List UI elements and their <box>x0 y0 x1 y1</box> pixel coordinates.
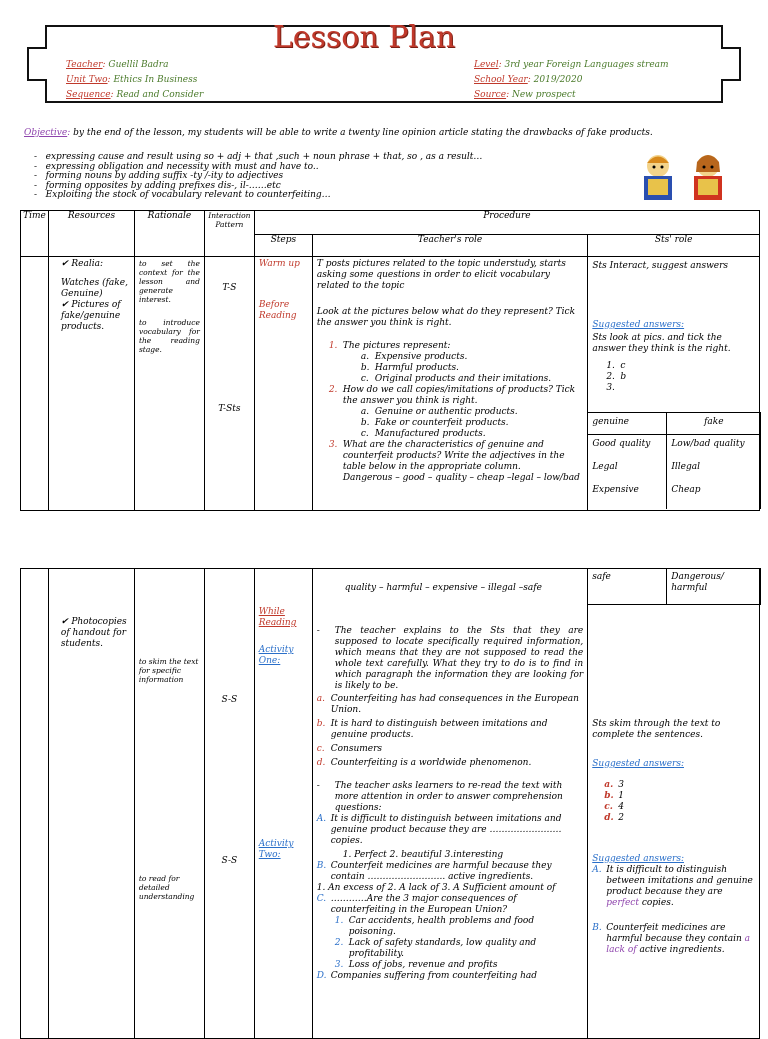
level-value: 3rd year Foreign Languages stream <box>504 60 669 70</box>
objective-text: by the end of the lesson, my students will be able to write a twenty line opinion article stating the drawbacks of fake products. <box>73 128 653 138</box>
header-procedure: Procedure <box>254 211 759 235</box>
dangerous-cell: Dangerous/ harmful <box>667 568 761 604</box>
teacher-value: Guellil Badra <box>108 60 169 70</box>
activity-one-label: Activity One: <box>258 645 294 666</box>
objective-label: Objective <box>24 128 68 138</box>
resources-cell: ✔ Photocopies of handout for students. <box>48 569 134 1039</box>
sequence-value: Read and Consider <box>116 90 204 100</box>
genuine-cell: Good quality <box>588 435 667 458</box>
teacher-label: Teacher <box>66 60 103 70</box>
interaction-cell: T-S T-Sts <box>204 257 254 511</box>
teacher-role-cell: quality – harmful – expensive – illegal –safe - The teacher explains to the Sts that they are supposed to locate specifically required information, which means that they are not supposed to read the whole text carefully. What they try to do is to find in which paragraph the information they are looking for is likely to be. a. Counterfeiting has had consequences in the European Union. b. It is hard to distinguish between imitations and genuine products. c. Consumers d. Counterfeiting is a worldwide phenomenon. - The teacher asks learners to re-read the text with more attention in order to answer comprehension questions: A. It is difficult to distinguish between imitations and genuine product because they are ……………………copies. 1. Perfect 2. beautiful 3.interesting B. Counterfeit medicines are harmful because they contain …………………….. active ingredients. 1. An excess of 2. A lack of 3. A Sufficient amount of C. …………Are the 3 major consequences of counterfeiting in the European Union? 1. Car accidents, health problems and food poisoning. 2. Lack of safety standards, low quality and profitability. 3. Loss of jobs, revenue and profits D. Companies suffering from counterfeiting had <box>312 569 588 1039</box>
activity-two-label: Activity Two: <box>258 839 294 860</box>
interaction-cell: S-S S-S <box>204 569 254 1039</box>
sts-role-cell: Sts Interact, suggest answers Suggested answers: Sts look at pics. and tick the answer they think is the right. 1. c 2. b 3. genuine fake Good quality Low/bad quality Legal Illegal Expensive Cheap <box>588 257 760 511</box>
page-title: Lesson Plan <box>272 20 456 55</box>
fake-cell: Low/bad quality <box>667 435 761 458</box>
header-resources: Resources <box>48 211 134 257</box>
school-year-label: School Year <box>474 75 528 85</box>
suggested-answers-label: Suggested answers: <box>592 854 684 864</box>
bullet-item: - expressing obligation and necessity with must and have to.. <box>34 161 319 172</box>
teacher-role-cell: T posts pictures related to the topic understudy, starts asking some questions in order to elicit vocabulary related to the topic Look at the pictures below what do they represent? Tick the answer you think is right. 1. The pictures represent: a. Expensive products. b. Harmful products. c. Original products and their imitations. 2. How do we call copies/imitations of products? Tick the answer you think is right. a. Genuine or authentic products. b. Fake or counterfeit products. c. Manufactured products. 3. What are the characteristics of genuine and counterfeit products? Write the adjectives in the table below in the appropriate column. Dangerous – good – quality – cheap –legal – low/bad <box>312 257 588 511</box>
genuine-cell: Legal <box>588 458 667 481</box>
time-cell <box>21 569 49 1039</box>
while-reading-label: While Reading <box>258 607 297 628</box>
fake-cell: Illegal <box>667 458 761 481</box>
unit-value: Ethics In Business <box>113 75 198 85</box>
header-teacher-role: Teacher's role <box>312 235 588 257</box>
time-cell <box>21 257 49 511</box>
header-sts-role: Sts' role <box>588 235 760 257</box>
fake-cell: Cheap <box>667 481 761 509</box>
header-time: Time <box>21 211 49 257</box>
procedure-table-2 <box>20 568 760 1039</box>
header-interaction: Interaction Pattern <box>204 211 254 257</box>
bullet-item: - Exploiting the stock of vocabulary relevant to counterfeiting… <box>34 190 331 200</box>
resources-cell: ✔ Realia: Watches (fake, Genuine) ✔ Pictures of fake/genuine products. <box>48 257 134 511</box>
header-steps: Steps <box>254 235 312 257</box>
procedure-table-1 <box>20 210 760 511</box>
steps-cell <box>254 569 312 1039</box>
sts-role-cell: safe Dangerous/ harmful Sts skim through the text to complete the sentences. Suggested answers: a. 3 b. 1 c. 4 d. 2 Suggested answers: A. It is difficult to distinguish between imitations and genuine product because they are perfect copies. B. Counterfeit medicines are harmful because they contain a lack of active ingredients. <box>588 569 760 1039</box>
bullet-item: - forming opposites by adding prefixes dis-, il-……etc <box>34 180 281 191</box>
rationale-cell: to set the context for the lesson and generate interest. to introduce vocabulary for the reading stage. <box>134 257 204 511</box>
school-year-value: 2019/2020 <box>533 75 583 85</box>
genuine-header: genuine <box>588 413 667 435</box>
sequence-label: Sequence <box>66 90 111 100</box>
source-label: Source <box>474 90 507 100</box>
header-rationale: Rationale <box>134 211 204 257</box>
fake-header: fake <box>667 413 761 435</box>
safe-cell: safe <box>588 568 667 604</box>
bullet-item: - expressing cause and result using so + adj + that ,such + noun phrase + that, so , as a result… <box>34 152 483 162</box>
unit-label: Unit Two <box>66 75 108 85</box>
level-label: Level <box>474 60 499 70</box>
genuine-fake-table <box>587 412 761 509</box>
bullet-item: - forming nouns by adding suffix -ty /-ity to adjectives <box>34 171 284 181</box>
rationale-cell: to skim the text for specific information to read for detailed understanding <box>134 569 204 1039</box>
safe-dangerous-table <box>587 568 761 605</box>
suggested-answers-label: Suggested answers: <box>592 320 685 330</box>
genuine-cell: Expensive <box>588 481 667 509</box>
header-left: Teacher: Guellil Badra Unit Two: Ethics In Business Sequence: Read and Consider <box>66 60 204 100</box>
source-value: New prospect <box>511 90 576 100</box>
steps-cell: Warm up Before Reading <box>254 257 312 511</box>
suggested-answers-label: Suggested answers: <box>592 759 684 769</box>
objective-bullets <box>34 153 594 201</box>
reading-kids-clipart <box>636 150 732 206</box>
objective-line: Objective: by the end of the lesson, my students will be able to write a twenty line opinion article stating the drawbacks of fake products. <box>24 128 653 138</box>
header-right: Level: 3rd year Foreign Languages stream School Year: 2019/2020 Source: New prospect <box>474 60 669 100</box>
